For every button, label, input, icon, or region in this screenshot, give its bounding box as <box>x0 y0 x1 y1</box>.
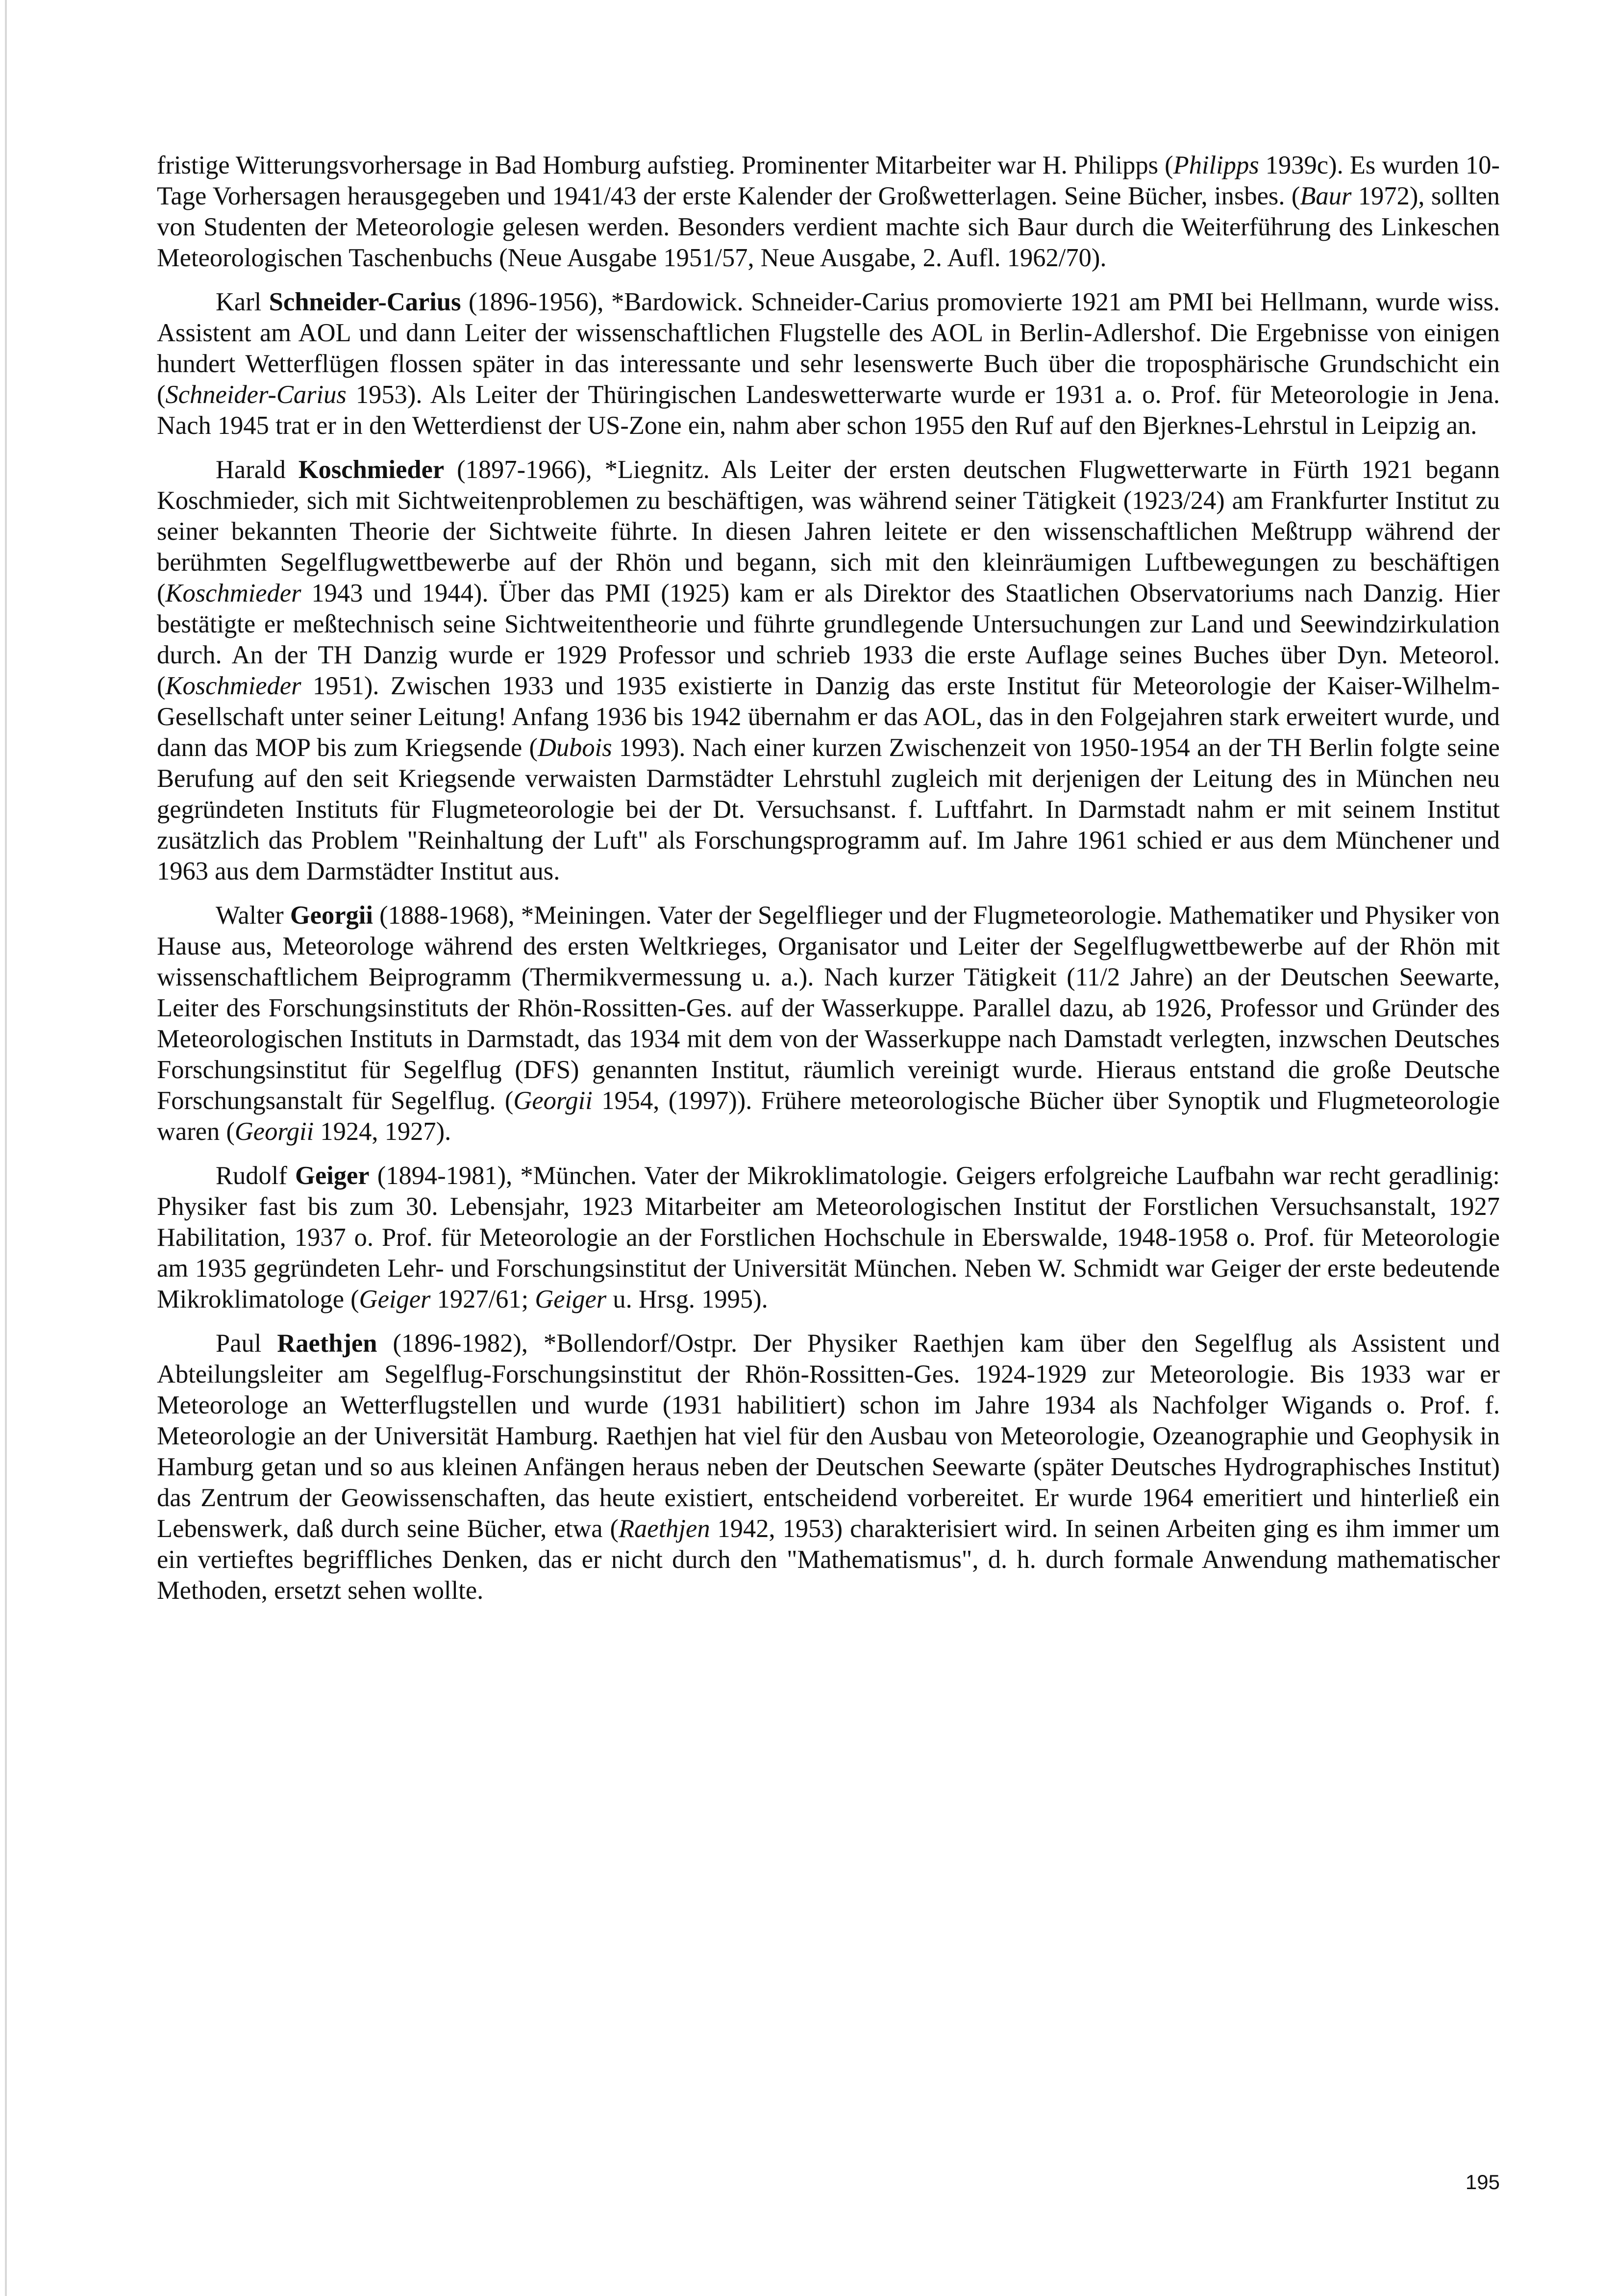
citation-author: Raethjen <box>618 1514 710 1543</box>
person-name: Koschmieder <box>298 455 445 484</box>
citation-author: Philipps <box>1173 151 1259 179</box>
person-name: Georgii <box>290 901 373 930</box>
citation-author: Georgii <box>513 1086 593 1115</box>
paragraph-geiger <box>157 1161 1500 1315</box>
text-run: (1888-1968), *Meiningen. Vater der Segelflieger und der Flugmeteorologie. Mathematiker und Physiker von Hause aus, Meteorologe während des ersten Weltkrieges, Organisator und Leiter der Segelflugwettbewerbe auf der Rhön mit wissenschaftlichem Beiprogramm (Thermikvermessung u. a.). Nach kurzer Tätigkeit (11/2 Jahre) an der Deutschen Seewarte, Leiter des Forschungsinstituts der Rhön-Rossitten-Ges. auf der Wasserkuppe. Parallel dazu, ab 1926, Professor und Gründer des Meteorologischen Instituts in Darmstadt, das 1934 mit dem von der Wasserkuppe nach Damstadt verlegten, inzwschen Deutsches Forschungsinstitut für Segelflug (DFS) genannten Institut, räumlich vereinigt wurde. Hieraus entstand die große Deutsche Forschungsanstalt für Segelflug. ( <box>157 901 1500 1115</box>
text-run: (1894-1981), *München. Vater der Mikroklimatologie. Geigers erfolgreiche Laufbahn war recht geradlinig: Physiker fast bis zum 30. Lebensjahr, 1923 Mitarbeiter am Meteorologischen Institut der Forstlichen Versuchsanstalt, 1927 Habilitation, 1937 o. Prof. für Meteorologie an der Forstlichen Hochschule in Eberswalde, 1948-1958 o. Prof. für Meteorologie am 1935 gegründeten Lehr- und Forschungsinstitut der Universität München. Neben W. Schmidt war Geiger der erste bedeutende Mikroklimatologe ( <box>157 1161 1500 1313</box>
text-run: 1954, (1997)). Frühere meteorologische Bücher über Synoptik und Flugmeteorologie waren ( <box>157 1086 1500 1146</box>
citation-author: Koschmieder <box>165 672 301 700</box>
citation-author: Geiger <box>535 1285 607 1313</box>
person-name: Schneider-Carius <box>269 288 461 316</box>
page-number: 195 <box>1465 2170 1500 2194</box>
paragraph-baur-continuation <box>157 150 1500 274</box>
citation-author: Baur <box>1300 182 1352 210</box>
citation-author: Dubois <box>537 733 612 762</box>
text-run: Rudolf <box>216 1161 295 1190</box>
person-name: Geiger <box>295 1161 370 1190</box>
citation-author: Koschmieder <box>165 579 301 607</box>
paragraph-raethjen <box>157 1328 1500 1606</box>
text-run: (1896-1956), *Bardowick. Schneider-Carius promovierte 1921 am PMI bei Hellmann, wurde wiss. Assistent am AOL und dann Leiter der wissenschaftlichen Flugstelle des AOL in Berlin-Adlershof. Die Ergebnisse von einigen hundert Wetterflügen flossen später in das interessante und sehr lesenswerte Buch über die troposphärische Grundschicht ein ( <box>157 288 1500 409</box>
text-run: 1972), sollten von Studenten der Meteorologie gelesen werden. Besonders verdient machte sich Baur durch die Weiterführung des Linkeschen Meteorologischen Taschenbuchs (Neue Ausgabe 1951/57, Neue Ausgabe, 2. Aufl. 1962/70). <box>157 182 1500 272</box>
text-run: 1924, 1927). <box>314 1117 451 1146</box>
text-run: 1927/61; <box>430 1285 535 1313</box>
text-run: (1897-1966), *Liegnitz. Als Leiter der ersten deutschen Flugwetterwarte in Fürth 1921 begann Koschmieder, sich mit Sichtweitenproblemen zu beschäftigen, was während seiner Tätigkeit (1923/24) am Frankfurter Institut zu seiner bekannten Theorie der Sichtweite führte. In diesen Jahren leitete er den wissenschaftlichen Meßtrupp während der berühmten Segelflugwettbewerbe auf der Rhön und begann, sich mit den kleinräumigen Luftbewegungen zu beschäftigen ( <box>157 455 1500 607</box>
text-run: fristige Witterungsvorhersage in Bad Homburg aufstieg. Prominenter Mitarbeiter war H. Philipps ( <box>157 151 1173 179</box>
citation-author: Georgii <box>234 1117 314 1146</box>
text-run: 1953). Als Leiter der Thüringischen Landeswetterwarte wurde er 1931 a. o. Prof. für Meteorologie in Jena. Nach 1945 trat er in den Wetterdienst der US-Zone ein, nahm aber schon 1955 den Ruf auf den Bjerknes-Lehrstul in Leipzig an. <box>157 380 1500 440</box>
citation-author: Geiger <box>359 1285 431 1313</box>
text-run: Harald <box>216 455 298 484</box>
text-run: (1896-1982), *Bollendorf/Ostpr. Der Physiker Raethjen kam über den Segelflug als Assistent und Abteilungsleiter am Segelflug-Forschungsinstitut der Rhön-Rossitten-Ges. 1924-1929 zur Meteorologie. Bis 1933 war er Meteorologe an Wetterflugstellen und wurde (1931 habilitiert) schon im Jahre 1934 als Nachfolger Wigands o. Prof. f. Meteorologie an der Universität Hamburg. Raethjen hat viel für den Ausbau von Meteorologie, Ozeanographie und Geophysik in Hamburg getan und so aus kleinen Anfängen heraus neben der Deutschen Seewarte (später Deutsches Hydrographisches Institut) das Zentrum der Geowissenschaften, das heute existiert, entscheidend vorbereitet. Er wurde 1964 emeritiert und hinterließ ein Lebenswerk, daß durch seine Bücher, etwa ( <box>157 1329 1500 1543</box>
paragraph-koschmieder <box>157 454 1500 887</box>
body-text <box>157 150 1500 1619</box>
text-run: Paul <box>216 1329 277 1358</box>
text-run: u. Hrsg. 1995). <box>606 1285 768 1313</box>
text-run: Walter <box>216 901 290 930</box>
scan-page-edge <box>5 0 7 2296</box>
person-name: Raethjen <box>277 1329 377 1358</box>
text-run: 1939c). Es wurden 10-Tage Vorhersagen herausgegeben und 1941/43 der erste Kalender der Großwetterlagen. Seine Bücher, insbes. ( <box>157 151 1500 210</box>
text-run: 1943 und 1944). Über das PMI (1925) kam er als Direktor des Staatlichen Observatoriums nach Danzig. Hier bestätigte er meßtechnisch seine Sichtweitentheorie und führte grundlegende Untersuchungen zur Land und Seewindzirkulation durch. An der TH Danzig wurde er 1929 Professor und schrieb 1933 die erste Auflage seines Buches über Dyn. Meteorol. ( <box>157 579 1500 700</box>
text-run: 1951). Zwischen 1933 und 1935 existierte in Danzig das erste Institut für Meteorologie der Kaiser-Wilhelm-Gesellschaft unter seiner Leitung! Anfang 1936 bis 1942 übernahm er das AOL, das in den Folgejahren stark erweitert wurde, und dann das MOP bis zum Kriegsende ( <box>157 672 1500 762</box>
paragraph-georgii <box>157 900 1500 1147</box>
paragraph-schneider-carius <box>157 287 1500 441</box>
citation-author: Schneider-Carius <box>165 380 347 409</box>
text-run: 1942, 1953) charakterisiert wird. In seinen Arbeiten ging es ihm immer um ein vertieftes begriffliches Denken, das er nicht durch den "Mathematismus", d. h. durch formale Anwendung mathematischer Methoden, ersetzt sehen wollte. <box>157 1514 1500 1605</box>
text-run: Karl <box>216 288 269 316</box>
text-run: 1993). Nach einer kurzen Zwischenzeit von 1950-1954 an der TH Berlin folgte seine Berufung auf den seit Kriegsende verwaisten Darmstädter Lehrstuhl zugleich mit derjenigen der Leitung des in München neu gegründeten Instituts für Flugmeteorologie bei der Dt. Versuchsanst. f. Luftfahrt. In Darmstadt nahm er mit seinem Institut zusätzlich das Problem "Reinhaltung der Luft" als Forschungsprogramm auf. Im Jahre 1961 schied er aus dem Münchener und 1963 aus dem Darmstädter Institut aus. <box>157 733 1500 885</box>
